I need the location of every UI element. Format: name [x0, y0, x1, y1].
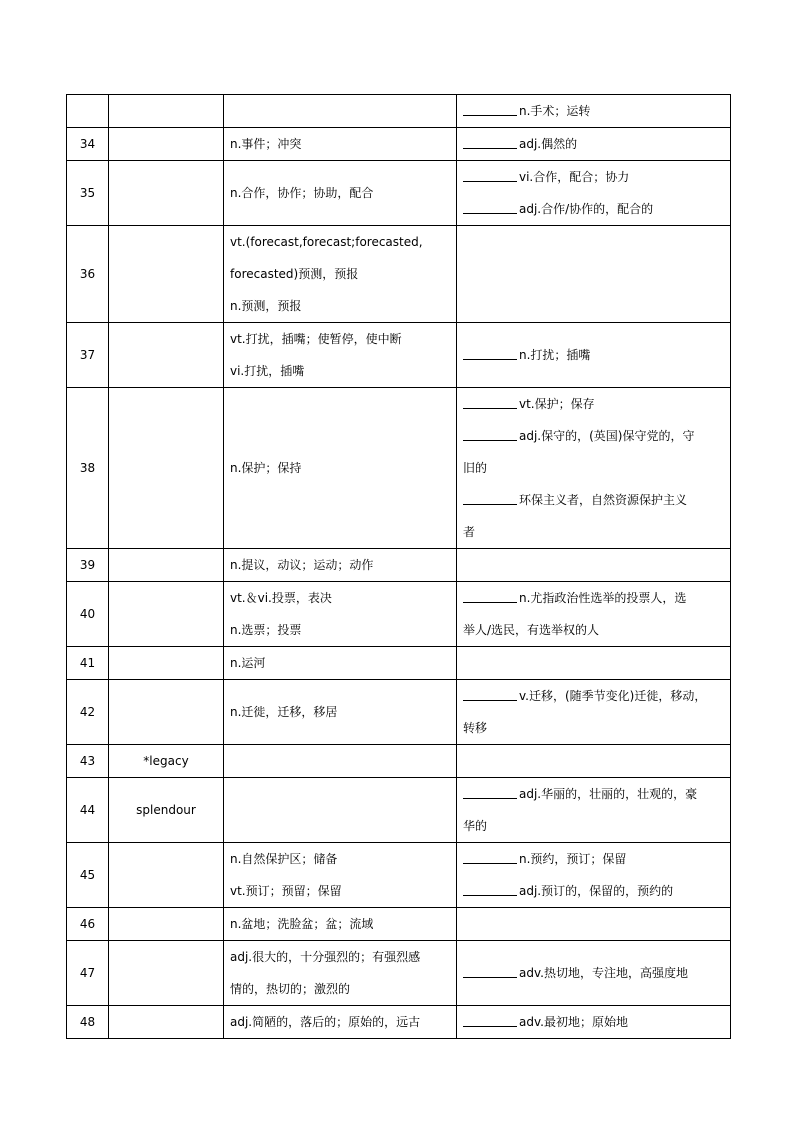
fill-in-blank[interactable] — [463, 101, 517, 116]
fill-in-blank[interactable] — [463, 199, 517, 214]
table-row — [67, 323, 731, 388]
meaning-line: n.自然保护区；储备 — [230, 852, 338, 866]
table-row — [67, 161, 731, 226]
derivative-line — [463, 193, 724, 225]
derivative-line — [463, 875, 724, 907]
meaning-line: vt.打扰，插嘴；使暂停，使中断 — [230, 332, 402, 346]
table-row — [67, 226, 731, 323]
derivatives-cell — [457, 778, 731, 843]
derivative-line — [463, 582, 724, 614]
derivative-text: 者 — [463, 525, 476, 539]
table-row — [67, 647, 731, 680]
meaning-cell — [224, 161, 457, 226]
table-row — [67, 95, 731, 128]
meaning-line: adj.简陋的，落后的；原始的，远古 — [230, 1015, 421, 1029]
derivative-line — [463, 810, 724, 842]
derivative-text: adj.华丽的，壮丽的，壮观的，豪 — [519, 787, 698, 801]
word-cell — [109, 941, 224, 1006]
derivative-line — [463, 1006, 724, 1038]
derivatives-cell — [457, 226, 731, 323]
row-number: 41 — [67, 647, 109, 680]
derivatives-cell — [457, 582, 731, 647]
row-number: 34 — [67, 128, 109, 161]
word-cell — [109, 549, 224, 582]
row-number: 44 — [67, 778, 109, 843]
derivative-text: adv.最初地；原始地 — [519, 1015, 628, 1029]
derivatives-cell — [457, 323, 731, 388]
fill-in-blank[interactable] — [463, 134, 517, 149]
derivative-line — [463, 614, 724, 646]
derivative-text: adv.热切地，专注地，高强度地 — [519, 966, 688, 980]
meaning-line: n.合作，协作；协助，配合 — [230, 186, 374, 200]
derivative-line — [463, 843, 724, 875]
row-number: 36 — [67, 226, 109, 323]
derivative-line — [463, 957, 724, 989]
derivative-line — [463, 778, 724, 810]
meaning-cell — [224, 128, 457, 161]
derivative-line — [463, 516, 724, 548]
row-number: 43 — [67, 745, 109, 778]
row-number: 40 — [67, 582, 109, 647]
meaning-line: vt.＆vi.投票，表决 — [230, 591, 332, 605]
derivative-text: adj.预订的，保留的，预约的 — [519, 884, 674, 898]
table-row — [67, 1006, 731, 1039]
fill-in-blank[interactable] — [463, 490, 517, 505]
derivative-text: 华的 — [463, 819, 488, 833]
meaning-cell — [224, 1006, 457, 1039]
derivative-text: 举人/选民，有选举权的人 — [463, 623, 600, 637]
meaning-line: adj.很大的，十分强烈的；有强烈感 — [230, 950, 421, 964]
meaning-line: vi.打扰，插嘴 — [230, 364, 305, 378]
row-number: 35 — [67, 161, 109, 226]
row-number: 39 — [67, 549, 109, 582]
row-number — [67, 95, 109, 128]
meaning-cell — [224, 549, 457, 582]
derivative-text: 转移 — [463, 721, 488, 735]
meaning-cell — [224, 908, 457, 941]
word-cell — [109, 908, 224, 941]
meaning-line: n.运河 — [230, 656, 266, 670]
table-row — [67, 680, 731, 745]
fill-in-blank[interactable] — [463, 1012, 517, 1027]
derivatives-cell — [457, 1006, 731, 1039]
meaning-cell — [224, 647, 457, 680]
meaning-line: n.提议，动议；运动；动作 — [230, 558, 374, 572]
word-cell — [109, 680, 224, 745]
word-cell — [109, 323, 224, 388]
meaning-cell — [224, 323, 457, 388]
derivative-line — [463, 452, 724, 484]
derivative-text: n.打扰；插嘴 — [519, 348, 591, 362]
meaning-line: n.选票；投票 — [230, 623, 302, 637]
meaning-cell — [224, 388, 457, 549]
row-number: 48 — [67, 1006, 109, 1039]
meaning-line: n.盆地；洗脸盆；盆；流域 — [230, 917, 374, 931]
fill-in-blank[interactable] — [463, 345, 517, 360]
table-row — [67, 778, 731, 843]
meaning-line: n.事件；冲突 — [230, 137, 302, 151]
row-number: 45 — [67, 843, 109, 908]
derivatives-cell — [457, 843, 731, 908]
vocabulary-table — [66, 94, 731, 1039]
derivative-text: n.尤指政治性选举的投票人，选 — [519, 591, 687, 605]
table-row — [67, 908, 731, 941]
meaning-line: vt.(forecast,forecast;forecasted, — [230, 235, 423, 249]
meaning-line: forecasted)预测，预报 — [230, 267, 359, 281]
fill-in-blank[interactable] — [463, 963, 517, 978]
fill-in-blank[interactable] — [463, 881, 517, 896]
derivatives-cell — [457, 647, 731, 680]
derivative-text: v.迁移，(随季节变化)迁徙，移动， — [519, 689, 707, 703]
derivatives-cell — [457, 388, 731, 549]
table-row — [67, 843, 731, 908]
word-cell — [109, 95, 224, 128]
derivatives-cell — [457, 549, 731, 582]
vocabulary-table-body — [67, 95, 731, 1039]
fill-in-blank[interactable] — [463, 394, 517, 409]
meaning-line: n.预测，预报 — [230, 299, 302, 313]
word-cell — [109, 647, 224, 680]
derivative-line — [463, 128, 724, 160]
table-row — [67, 941, 731, 1006]
derivative-line — [463, 680, 724, 712]
fill-in-blank[interactable] — [463, 849, 517, 864]
meaning-cell — [224, 778, 457, 843]
row-number: 47 — [67, 941, 109, 1006]
derivative-line — [463, 420, 724, 452]
derivatives-cell — [457, 941, 731, 1006]
table-row — [67, 128, 731, 161]
fill-in-blank[interactable] — [463, 784, 517, 799]
word-cell — [109, 388, 224, 549]
row-number: 37 — [67, 323, 109, 388]
fill-in-blank[interactable] — [463, 588, 517, 603]
meaning-line: vt.预订；预留；保留 — [230, 884, 342, 898]
meaning-cell — [224, 226, 457, 323]
derivative-text: n.预约，预订；保留 — [519, 852, 627, 866]
derivative-text: vt.保护；保存 — [519, 397, 595, 411]
table-row — [67, 549, 731, 582]
fill-in-blank[interactable] — [463, 686, 517, 701]
table-row — [67, 388, 731, 549]
word-cell — [109, 161, 224, 226]
derivative-text: n.手术；运转 — [519, 104, 591, 118]
derivatives-cell — [457, 161, 731, 226]
derivatives-cell — [457, 745, 731, 778]
derivative-line — [463, 484, 724, 516]
derivatives-cell — [457, 680, 731, 745]
table-row — [67, 582, 731, 647]
fill-in-blank[interactable] — [463, 167, 517, 182]
derivatives-cell — [457, 95, 731, 128]
meaning-cell — [224, 680, 457, 745]
derivatives-cell — [457, 908, 731, 941]
derivatives-cell — [457, 128, 731, 161]
row-number: 38 — [67, 388, 109, 549]
word-cell — [109, 1006, 224, 1039]
derivative-line — [463, 161, 724, 193]
table-row — [67, 745, 731, 778]
derivative-text: vi.合作，配合；协力 — [519, 170, 630, 184]
meaning-cell — [224, 843, 457, 908]
derivative-text: adj.保守的，(英国)保守党的，守 — [519, 429, 695, 443]
derivative-line — [463, 712, 724, 744]
meaning-cell — [224, 582, 457, 647]
word-cell: splendour — [109, 778, 224, 843]
derivative-line — [463, 339, 724, 371]
word-cell — [109, 226, 224, 323]
fill-in-blank[interactable] — [463, 426, 517, 441]
meaning-cell — [224, 745, 457, 778]
word-cell — [109, 128, 224, 161]
word-cell: *legacy — [109, 745, 224, 778]
word-cell — [109, 582, 224, 647]
derivative-text: 旧的 — [463, 461, 488, 475]
row-number: 42 — [67, 680, 109, 745]
meaning-cell — [224, 941, 457, 1006]
derivative-text: 环保主义者，自然资源保护主义 — [519, 493, 688, 507]
derivative-line — [463, 388, 724, 420]
meaning-line: n.迁徙，迁移，移居 — [230, 705, 338, 719]
derivative-line — [463, 95, 724, 127]
meaning-line: 情的，热切的；激烈的 — [230, 982, 351, 996]
meaning-line: n.保护；保持 — [230, 461, 302, 475]
derivative-text: adj.偶然的 — [519, 137, 578, 151]
word-cell — [109, 843, 224, 908]
derivative-text: adj.合作/协作的，配合的 — [519, 202, 654, 216]
row-number: 46 — [67, 908, 109, 941]
meaning-cell — [224, 95, 457, 128]
